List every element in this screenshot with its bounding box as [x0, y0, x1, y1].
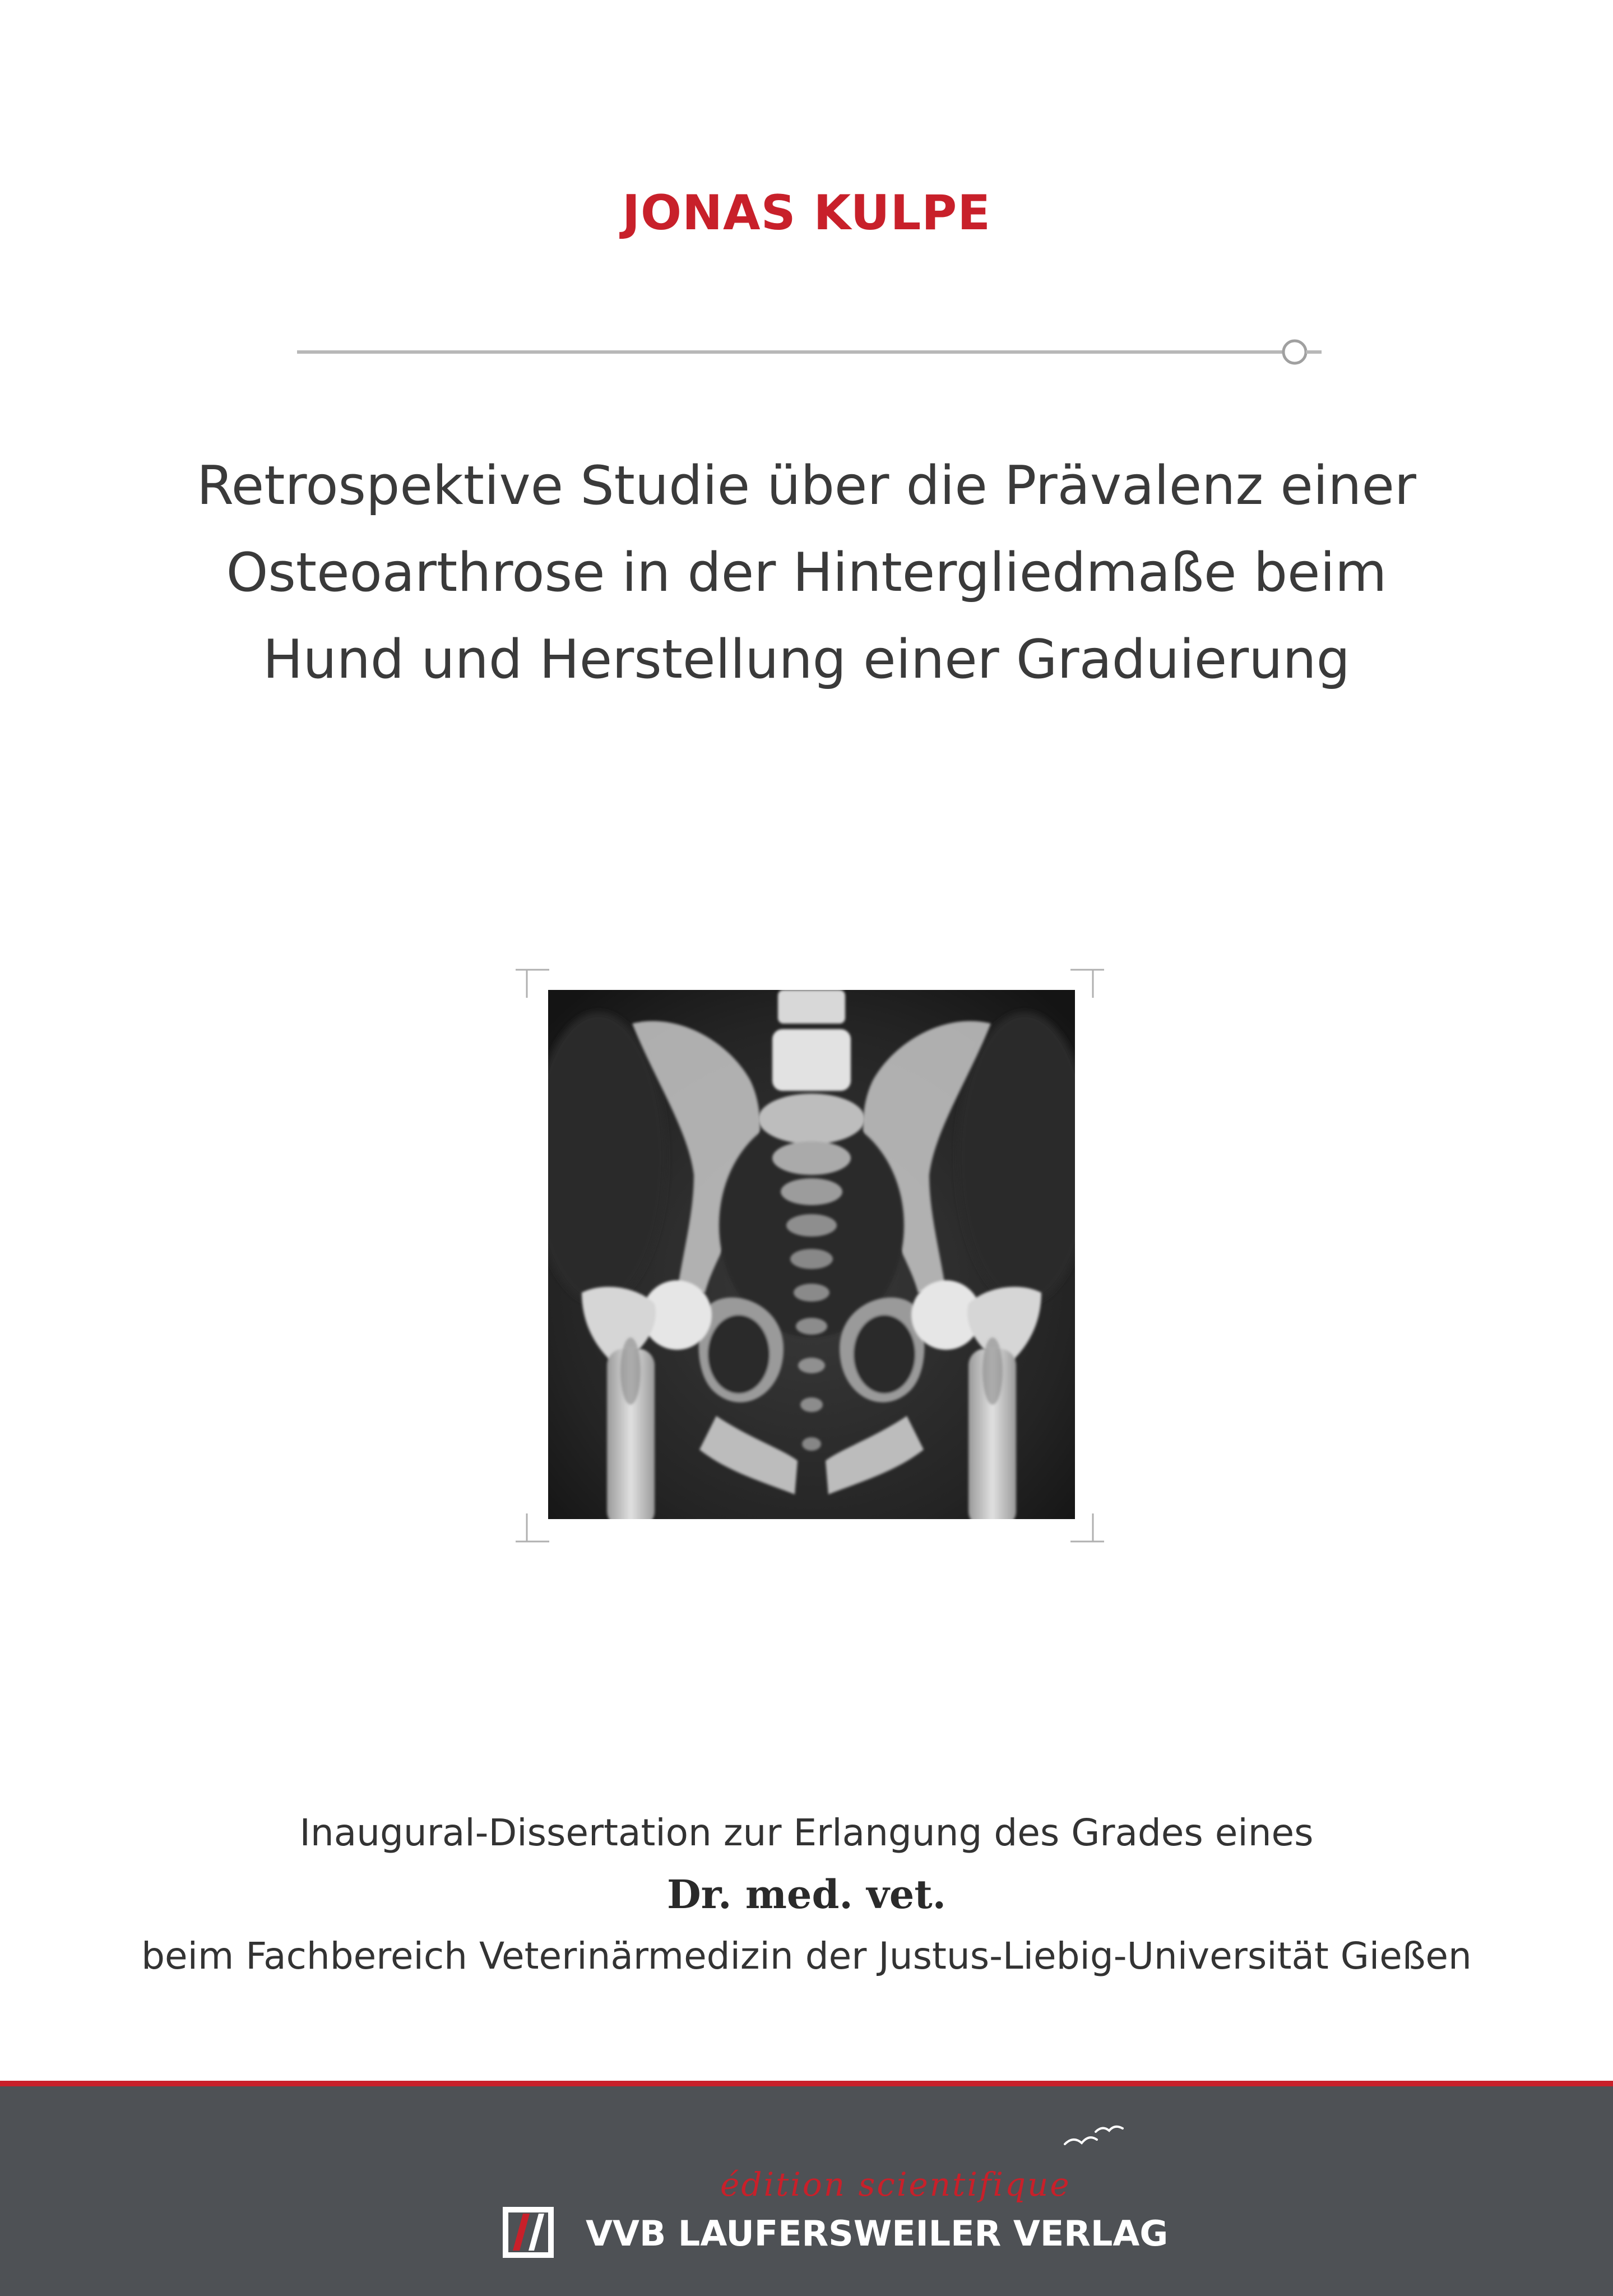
edition-scientifique: édition scientifique — [720, 2165, 1071, 2204]
dissertation-line-1: Inaugural-Dissertation zur Erlangung des Grades eines — [299, 1811, 1314, 1854]
publisher-name: VVB LAUFERSWEILER VERLAG — [586, 2213, 1169, 2254]
author-name: JONAS KULPE — [622, 185, 991, 241]
dissertation-info — [0, 1802, 1613, 1987]
dissertation-degree: Dr. med. vet. — [666, 1871, 947, 1918]
title-line-1: Retrospektive Studie über die Prävalenz einer — [197, 455, 1416, 517]
cover-image-frame — [516, 953, 1104, 1558]
book-title — [168, 443, 1445, 703]
seagulls-icon — [1062, 2122, 1129, 2161]
dissertation-line-3: beim Fachbereich Veterinärmedizin der Justus-Liebig-Universität Gießen — [141, 1934, 1472, 1978]
xray-icon — [548, 990, 1075, 1519]
footer-accent-line — [0, 2081, 1613, 2086]
divider-rule — [0, 331, 1613, 376]
title-line-3: Hund und Herstellung einer Graduierung — [263, 629, 1350, 691]
title-line-2: Osteoarthrose in der Hintergliedmaße beim — [226, 542, 1387, 604]
publisher-logo-icon — [502, 2206, 555, 2259]
